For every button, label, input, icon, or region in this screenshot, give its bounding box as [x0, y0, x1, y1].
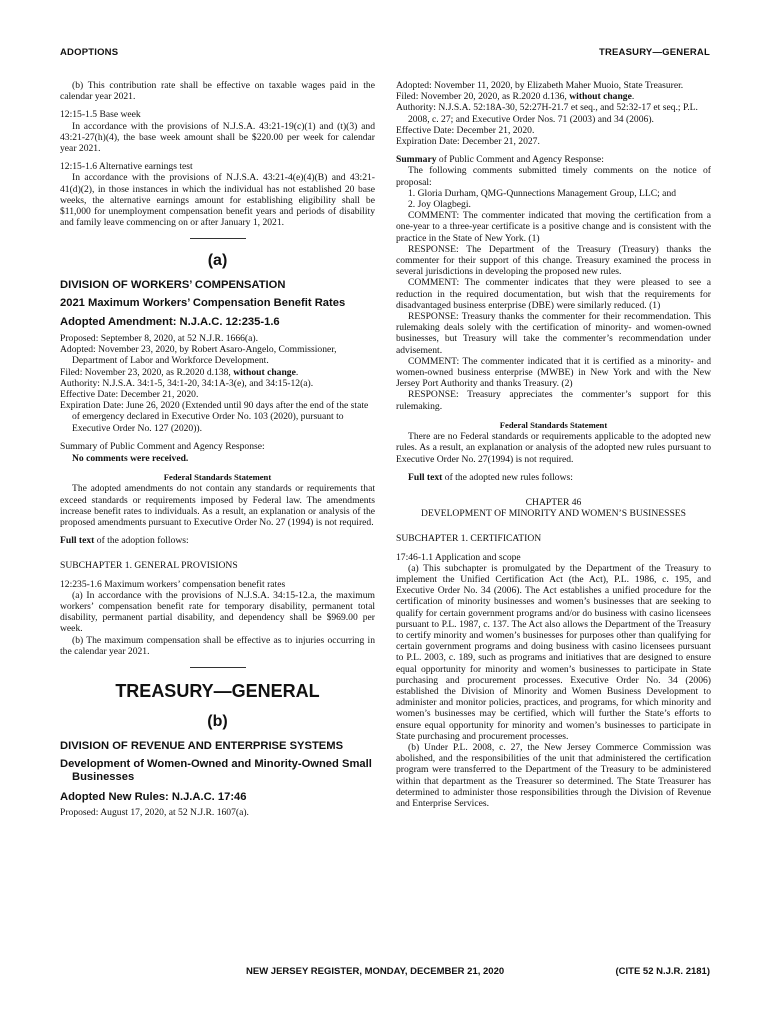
chapter-title: DEVELOPMENT OF MINORITY AND WOMEN’S BUSINESSES: [421, 508, 686, 520]
paragraph: The following comments submitted timely comments on the notice of proposal:: [396, 165, 711, 188]
running-header-right: TREASURY—GENERAL: [598, 47, 710, 58]
divider: [190, 667, 246, 668]
item-label-a: (a): [207, 252, 228, 270]
paragraph: (a) This subchapter is promulgated by the Department of the Treasury to implement the Unified Certification Act (the Act), P.L. 1986, c. 195, and Executive Order No. 34 (2006). The Act establishes a unified procedure for the certification of minority businesses and women’s businesses that are seeking to qualify for certain government programs and/or do business with casino licensees pursuant to P.L. 1987, c. 137. The Act also allows the Department of the Treasury to certify minority and women’s businesses for purposes other than qualifying for certain government programs and doing business with casino licensees pursuant to P.L. 2003, c. 189, such as programs and initiatives that are designed to ensure equal opportunity for minority and women’s businesses to participate in State purchasing and procurement processes. Executive Order No. 34 (2006) established the Division of Minority and Women Business Development to administer and monitor policies, practices, and programs, for which minority and women’s businesses may be certified, which will further the State’s efforts to ensure equal opportunity for minority and women’s businesses to participate in State purchasing and procurement processes.: [396, 562, 711, 742]
federal-standards-heading: Federal Standards Statement: [499, 419, 608, 430]
item-label-b: (b): [207, 713, 228, 731]
adopted-rules-heading: Adopted New Rules: N.J.A.C. 17:46: [60, 790, 247, 803]
footer-register-date: NEW JERSEY REGISTER, MONDAY, DECEMBER 21, 2020: [246, 966, 505, 977]
summary-heading: Summary of Public Comment and Agency Response:: [60, 440, 265, 452]
paragraph: There are no Federal standards or requirements applicable to the adopted new rules. As a result, an explanation or analysis of the adopted new rules pursuant to Executive Order No. 27(1994) is not required.: [396, 431, 711, 465]
commenter-2: 2. Joy Olagbegi.: [408, 199, 471, 211]
comment: COMMENT: The commenter indicated that it is certified as a minority- and women-owned business enterprise (MWBE) in New York and with the New Jersey Port Authority and thanks Treasury. (2): [396, 355, 711, 390]
summary-heading: Summary of Public Comment and Agency Response:: [396, 154, 604, 166]
section-heading: 12:15-1.5 Base week: [60, 109, 141, 121]
authority-line: Authority: N.J.S.A. 52:18A-30, 52:27H-21.7 et seq., and 52:32-17 et seq.; P.L. 2008, c. 27; and Executive Order Nos. 71 (2003) and 34 (2006).: [396, 102, 698, 125]
paragraph: (b) Under P.L. 2008, c. 27, the New Jersey Commerce Commission was abolished, and the responsibilities of the unit that administered the certification program were transferred to the Department of the Treasury to be administered within that department as the Treasurer so determined. The State Treasurer has determined to administer those responsibilities through the Division of Revenue and Enterprise Services.: [396, 741, 711, 809]
authority-line: Authority: N.J.S.A. 34:1-5, 34:1-20, 34:1A-3(e), and 34:15-12(a).: [60, 377, 314, 389]
paragraph: The adopted amendments do not contain any standards or requirements that exceed standards or requirements imposed by Federal law. The amendments increase benefit rates to individuals. As a result, an explanation or analysis of the proposed amendments pursuant to Executive Order No. 27 (1994) is not required.: [60, 483, 375, 528]
chapter-number: CHAPTER 46: [525, 496, 582, 508]
response: RESPONSE: Treasury thanks the commenter for their recommendation. This rulemaking deals solely with the certification of minority- and women-owned businesses, but Treasury will take the commenter’s recommendation under advisement.: [396, 311, 711, 356]
expiration-date: Expiration Date: December 21, 2027.: [396, 136, 540, 148]
federal-standards-heading: Federal Standards Statement: [163, 472, 272, 483]
proposed-line: Proposed: August 17, 2020, at 52 N.J.R. 1607(a).: [60, 807, 249, 819]
paragraph: In accordance with the provisions of N.J.S.A. 43:21-4(e)(4)(B) and 43:21-41(d)(2), in those instances in which the individual has not established 20 base weeks, the alternative earnings amount for establishing eligibility shall be $11,000 for unemployment compensation benefit years and periods of disability and family leave commencing on or after January 1, 2021.: [60, 172, 375, 229]
expiration-date: Expiration Date: June 26, 2020 (Extended until 90 days after the end of the state of emergency declared in Executive Order No. 103 (2020), pursuant to Executive Order No. 127 (2020)).: [60, 400, 369, 434]
left-column: [60, 80, 375, 818]
subchapter-heading: SUBCHAPTER 1. CERTIFICATION: [396, 533, 542, 545]
paragraph: In accordance with the provisions of N.J.S.A. 43:21-19(c)(1) and (t)(3) and 43:21-27(h)(4), the base week amount shall be $220.00 per week for calendar year 2021.: [60, 120, 375, 155]
footer-citation: (CITE 52 N.J.R. 2181): [615, 966, 710, 977]
division-heading: DIVISION OF REVENUE AND ENTERPRISE SYSTEMS: [60, 740, 344, 753]
adopted-by-line: Adopted: November 11, 2020, by Elizabeth Maher Muoio, State Treasurer.: [396, 80, 684, 91]
filed-line: Filed: November 23, 2020, as R.2020 d.138, without change.: [60, 366, 299, 378]
comment: COMMENT: The commenter indicated that moving the certification from a one-year to a three-year certificate is a positive change and is consistent with the practice in the State of New York. (1): [396, 210, 711, 244]
no-comments-note: No comments were received.: [72, 452, 189, 464]
comment: COMMENT: The commenter indicates that they were pleased to see a reduction in the required documentation, but wish that the requirements for disadvantaged business enterprise (DBE) were similarly reduced. (1): [396, 277, 711, 311]
section-heading: 12:15-1.6 Alternative earnings test: [60, 161, 193, 173]
running-header-left: ADOPTIONS: [60, 47, 119, 58]
paragraph: (a) In accordance with the provisions of N.J.S.A. 34:15-12.a, the maximum workers’ compensation benefit rate for temporary disability, permanent total disability, permanent partial disability, and dependency shall be $969.00 per week.: [60, 589, 375, 635]
effective-date: Effective Date: December 21, 2020.: [60, 388, 199, 400]
adopted-amendment-heading: Adopted Amendment: N.J.A.C. 12:235-1.6: [60, 316, 280, 329]
division-heading: DIVISION OF WORKERS’ COMPENSATION: [60, 279, 286, 292]
subchapter-heading: SUBCHAPTER 1. GENERAL PROVISIONS: [60, 560, 238, 572]
full-text-line: Full text of the adopted new rules follows:: [408, 471, 573, 483]
filed-line: Filed: November 20, 2020, as R.2020 d.136, without change.: [396, 91, 635, 103]
right-column: [396, 80, 711, 809]
paragraph: (b) This contribution rate shall be effective on taxable wages paid in the calendar year 2021.: [60, 80, 375, 103]
full-text-line: Full text of the adoption follows:: [60, 535, 189, 547]
proposed-line: Proposed: September 8, 2020, at 52 N.J.R. 1666(a).: [60, 332, 258, 344]
divider: [190, 238, 246, 239]
rule-title: 2021 Maximum Workers’ Compensation Benefit Rates: [60, 296, 346, 309]
response: RESPONSE: Treasury appreciates the commenter’s support for this rulemaking.: [396, 389, 711, 412]
rule-title: Development of Women-Owned and Minority-Owned Small Businesses: [60, 757, 372, 784]
paragraph: (b) The maximum compensation shall be effective as to injuries occurring in the calendar year 2021.: [60, 634, 375, 657]
section-heading: 12:235-1.6 Maximum workers’ compensation benefit rates: [60, 578, 286, 590]
section-heading: 17:46-1.1 Application and scope: [396, 551, 521, 563]
treasury-general-title: TREASURY—GENERAL: [115, 681, 320, 702]
response: RESPONSE: The Department of the Treasury (Treasury) thanks the commenter for their support of this change. Treasury examined the process in several jurisdictions in developing the proposed new rules.: [396, 243, 711, 278]
adopted-by-line: Adopted: November 23, 2020, by Robert Asaro-Angelo, Commissioner, Department of Labor and Workforce Development.: [60, 344, 337, 367]
commenter-1: 1. Gloria Durham, QMG-Qunnections Management Group, LLC; and: [408, 187, 677, 199]
effective-date: Effective Date: December 21, 2020.: [396, 124, 535, 136]
